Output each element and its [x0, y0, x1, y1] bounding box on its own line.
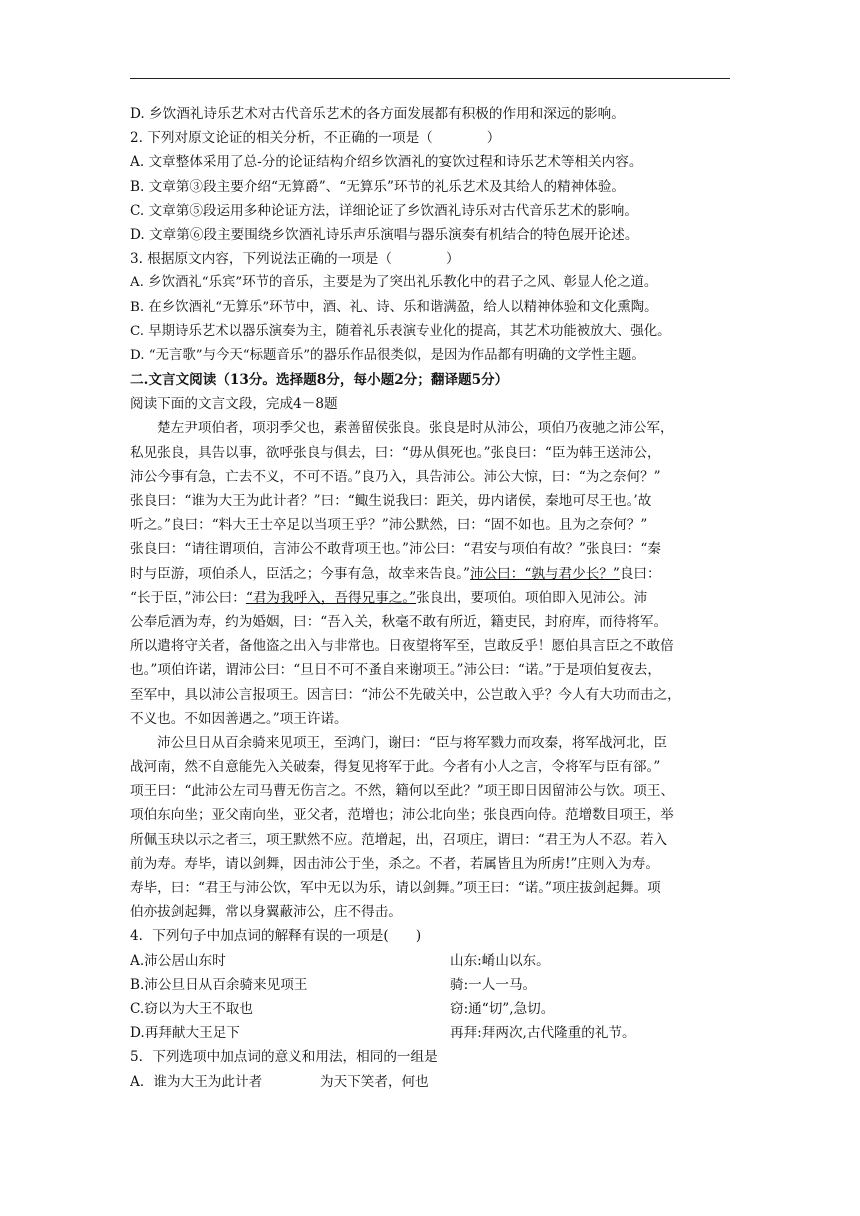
section-instruction: 阅读下面的文言文段，完成4－8题 [130, 396, 338, 413]
q3-option-a: A. 乡饮酒礼“乐宾”环节的音乐，主要是为了突出礼乐教化中的君子之风、彰显人伦之道。 [130, 275, 658, 291]
q5-option-a: A．谁为大王为此计者 为天下笑者，何也 [130, 1073, 429, 1090]
q2-option-a: A. 文章整体采用了总-分的论证结构介绍乡饮酒礼的宴饮过程和诗乐艺术等相关内容。 [130, 154, 643, 171]
passage-line: 寿毕，曰：“君王与沛公饮，军中无以为乐，请以剑舞。”项王曰：“诺。”项庄拔剑起舞。项 [130, 880, 661, 896]
section-heading: 二.文言文阅读（13分。选择题8分，每小题2分；翻译题5分） [130, 372, 509, 389]
passage-line: 楚左尹项伯者，项羽季父也，素善留侯张良。张良是时从沛公，项伯乃夜驰之沛公军， [157, 420, 674, 437]
passage-line: 项伯东向坐；亚父南向坐，亚父者，范增也；沛公北向坐；张良西向侍。范增数目项王，举 [130, 807, 674, 824]
q4-stem: 4．下列句子中加点词的解释有误的一项是( ) [130, 928, 422, 945]
underlined-sentence: 沛公曰：“孰与君少长？” [470, 565, 620, 582]
q3-option-c: C. 早期诗乐艺术以器乐演奏为主，随着礼乐表演专业化的提高，其艺术功能被放大、强化。 [130, 323, 671, 339]
passage-line: 所以遣将守关者，备他盗之出入与非常也。日夜望将军至，岂敢反乎！愿伯具言臣之不敢倍 [130, 638, 674, 655]
q1-option-d: D. 乡饮酒礼诗乐艺术对古代音乐艺术的各方面发展都有积极的作用和深远的影响。 [130, 106, 625, 122]
passage-line: 张良曰：“请往谓项伯，言沛公不敢背项王也。”沛公曰：“君安与项伯有故？”张良曰：“秦 [130, 541, 661, 558]
passage-line: 张良曰：“谁为大王为此计者？”曰：“鲰生说我曰：距关，毋内诸侯，秦地可尽王也。’故 [130, 493, 652, 509]
q2-option-b: B. 文章第③段主要介绍“无算爵”、“无算乐”环节的礼乐艺术及其给人的精神体验。 [130, 178, 626, 195]
passage-line: 听之。”良曰：“料大王士卒足以当项王乎？”沛公默然，曰：“固不如也。且为之奈何？” [130, 517, 648, 534]
q3-option-b: B. 在乡饮酒礼“无算乐”环节中，酒、礼、诗、乐和谐满盈，给人以精神体验和文化熏陶。 [130, 299, 658, 315]
header-rule [130, 78, 730, 79]
q5-stem: 5．下列选项中加点词的意义和用法，相同的一组是 [130, 1049, 438, 1066]
q3-option-d: D. “无言歌”与今天“标题音乐”的器乐作品很类似，是因为作品都有明确的文学性主题。 [130, 347, 645, 363]
passage-line: 至军中，具以沛公言报项王。因言曰：“沛公不先破关中，公岂敢入乎？今人有大功而击之， [130, 686, 681, 703]
passage-line: 战河南，然不自意能先入关破秦，得复见将军于此。今者有小人之言，令将军与臣有郤。” [130, 759, 661, 776]
passage-line: 时与臣游，项伯杀人，臣活之；今事有急，故幸来告良。”沛公曰：“孰与君少长？”良曰： [130, 565, 661, 582]
passage-line: 不义也。不如因善遇之。”项王许诺。 [130, 710, 348, 727]
q2-option-c: C. 文章第⑤段运用多种论证方法，详细论证了乡饮酒礼诗乐对古代音乐艺术的影响。 [130, 202, 638, 219]
q4-item-d: D.再拜献大王足下 再拜:拜两次,古代隆重的礼节。 [130, 1025, 636, 1042]
exam-page [130, 102, 734, 1094]
passage-line: 伯亦拔剑起舞，常以身翼蔽沛公，庄不得击。 [130, 904, 402, 921]
passage-line: 前为寿。寿毕，请以剑舞，因击沛公于坐，杀之。不者，若属皆且为所虏!”庄则入为寿。 [130, 855, 659, 872]
q2-stem: 2. 下列对原文论证的相关分析，不正确的一项是（ ） [130, 130, 501, 147]
q4-item-b: B.沛公旦日从百余骑来见项王 骑:一人一马。 [130, 976, 537, 993]
passage-line: 所佩玉玦以示之者三，项王默然不应。范增起，出，召项庄，谓曰：“君王为人不忍。若入 [130, 831, 668, 848]
passage-line: 公奉卮酒为寿，约为婚姻，曰：“吾入关，秋毫不敢有所近，籍吏民，封府库，而待将军。 [130, 613, 668, 630]
underlined-sentence: “君为我呼入，吾得兄事之。” [245, 589, 417, 606]
passage-line: 项王曰：“此沛公左司马曹无伤言之。不然，籍何以至此？”项王即日因留沛公与饮。项王、 [130, 783, 675, 800]
q4-item-a: A.沛公居山东时 山东:崤山以东。 [130, 952, 550, 969]
passage-line: “长于臣，”沛公曰：“君为我呼入，吾得兄事之。”张良出，要项伯。项伯即入见沛公。沛 [130, 589, 648, 606]
q4-item-c: C.窃以为大王不取也 窃:通“切”,急切。 [130, 1000, 555, 1017]
q3-stem: 3. 根据原文内容，下列说法正确的一项是（ ） [130, 251, 460, 268]
passage-line: 也。”项伯许诺，谓沛公曰：“旦日不可不蚤自来谢项王。”沛公曰：“诺。”于是项伯复夜去， [130, 662, 661, 679]
q2-option-d: D. 文章第⑥段主要围绕乡饮酒礼诗乐声乐演唱与器乐演奏有机结合的特色展开论述。 [130, 226, 639, 243]
passage-line: 沛公今事有急，亡去不义，不可不语。”良乃入，具告沛公。沛公大惊，曰：“为之奈何？” [130, 468, 661, 485]
passage-line: 私见张良，具告以事，欲呼张良与俱去，曰：“毋从俱死也。”张良曰：“臣为韩王送沛公， [130, 444, 661, 461]
passage-line: 沛公旦日从百余骑来见项王，至鸿门，谢曰：“臣与将军戮力而攻秦，将军战河北，臣 [157, 734, 667, 751]
